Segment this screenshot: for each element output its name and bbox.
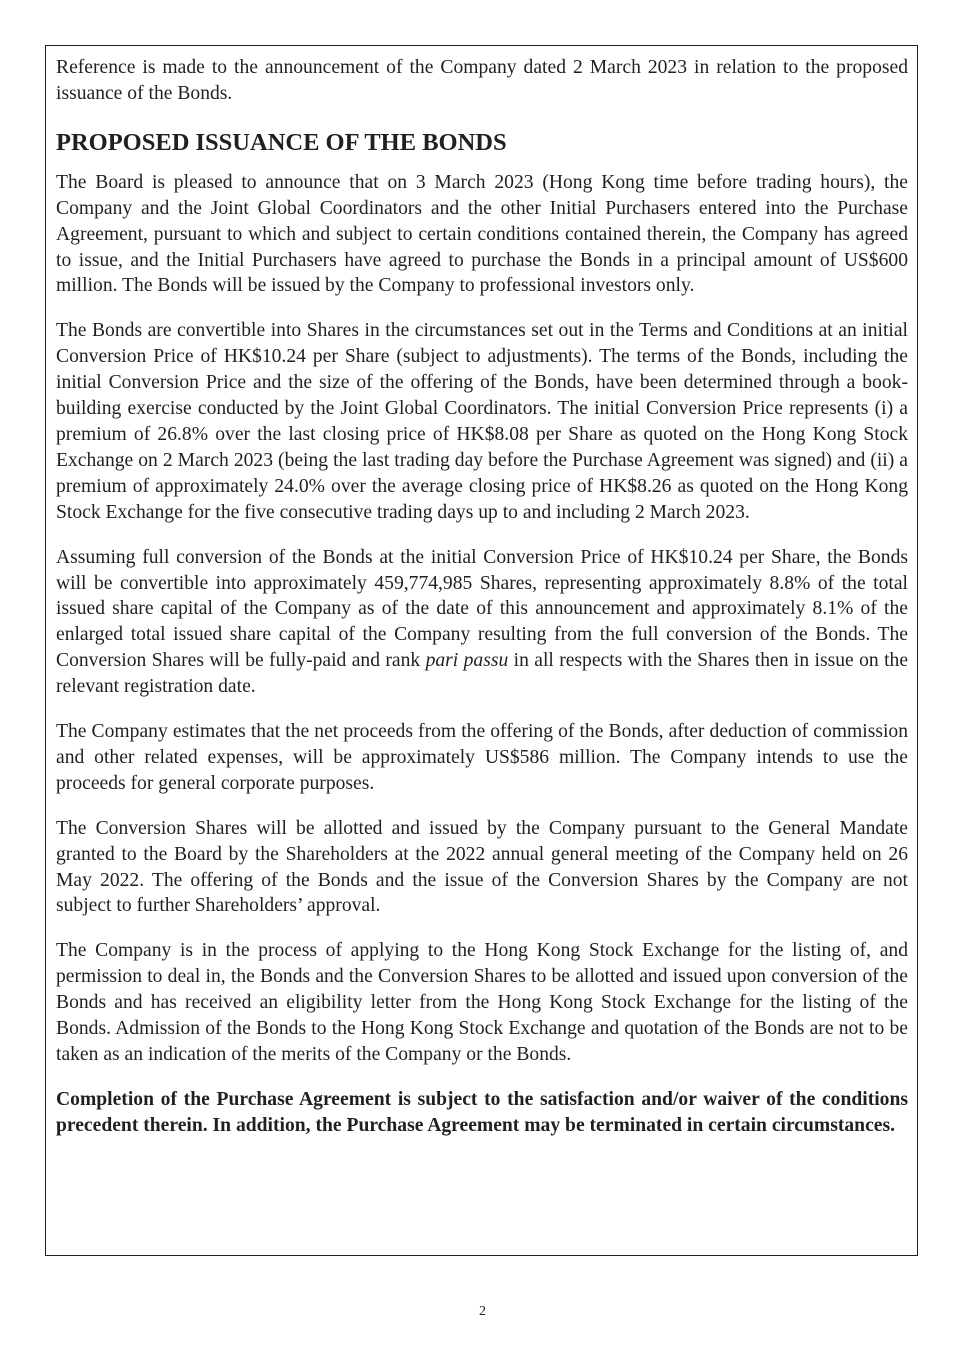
page-number: 2 — [479, 1304, 486, 1319]
paragraph-conversion-price: The Bonds are convertible into Shares in the circumstances set out in the Terms and Conditions at an initial Conversion Price of HK$10.24 per Share (subject to adjustments). The terms of the Bonds, including the initial Conversion Price and the size of the offering of the Bonds, have been determined through a book-building exercise conducted by the Joint Global Coordinators. The initial Conversion Price represents (i) a premium of 26.8% over the last closing price of HK$8.08 per Share as quoted on the Hong Kong Stock Exchange on 2 March 2023 (being the last trading day before the Purchase Agreement was signed) and (ii) a premium of approximately 24.0% over the average closing price of HK$8.26 as quoted on the Hong Kong Stock Exchange for the five consecutive trading days up to and including 2 March 2023. — [56, 320, 908, 523]
full-conversion-text-b: in all respects with the Shares then in issue on the relevant registration date. — [56, 650, 909, 698]
paragraph-purchase-agreement: The Board is pleased to announce that on 3 March 2023 (Hong Kong time before trading hours), the Company and the Joint Global Coordinators and the other Initial Purchasers entered into the Purchase Agreement, pursuant to which and subject to certain conditions contained therein, the Company has agreed to issue, and the Initial Purchasers have agreed to purchase the Bonds in a principal amount of US$600 million. The Bonds will be issued by the Company to professional investors only. — [56, 171, 908, 297]
full-conversion-text-a: Assuming full conversion of the Bonds at the initial Conversion Price of HK$10.24 per Share, the Bonds will be convertible into approximately 459,774,985 Shares, representing approximately 8.8% of the total issued share capital of the Company as of the date of this announcement and approximately 8.1% of the enlarged total issued share capital of the Company resulting from the full conversion of the Bonds. The Conversion Shares will be fully-paid and rank — [56, 546, 908, 672]
section-heading: PROPOSED ISSUANCE OF THE BONDS — [56, 128, 507, 156]
paragraph-listing-application: The Company is in the process of applying to the Hong Kong Stock Exchange for the listing of, and permission to deal in, the Bonds and the Conversion Shares to be allotted and issued upon conversion of the Bonds and has received an eligibility letter from the Hong Kong Stock Exchange for the listing of the Bonds. Admission of the Bonds to the Hong Kong Stock Exchange and quotation of the Bonds are not to be taken as an indication of the merits of the Company or the Bonds. — [56, 940, 908, 1065]
paragraph-general-mandate: The Conversion Shares will be allotted and issued by the Company pursuant to the General Mandate granted to the Board by the Shareholders at the 2022 annual general meeting of the Company held on 26 May 2022. The offering of the Bonds and the issue of the Conversion Shares by the Company are not subject to further Shareholders’ approval. — [56, 817, 908, 917]
paragraph-full-conversion — [56, 545, 908, 700]
intro-paragraph: Reference is made to the announcement of the Company dated 2 March 2023 in relation to the proposed issuance of the Bonds. — [56, 57, 908, 104]
announcement-box — [45, 45, 918, 1256]
paragraph-net-proceeds: The Company estimates that the net proceeds from the offering of the Bonds, after deduction of commission and other related expenses, will be approximately US$586 million. The Company intends to use the proceeds for general corporate purposes. — [56, 721, 908, 794]
pari-passu-term: pari passu — [425, 650, 509, 672]
paragraph-completion-warning: Completion of the Purchase Agreement is subject to the satisfaction and/or waiver of the conditions precedent therein. In addition, the Purchase Agreement may be terminated in certain circumstances. — [56, 1088, 908, 1136]
